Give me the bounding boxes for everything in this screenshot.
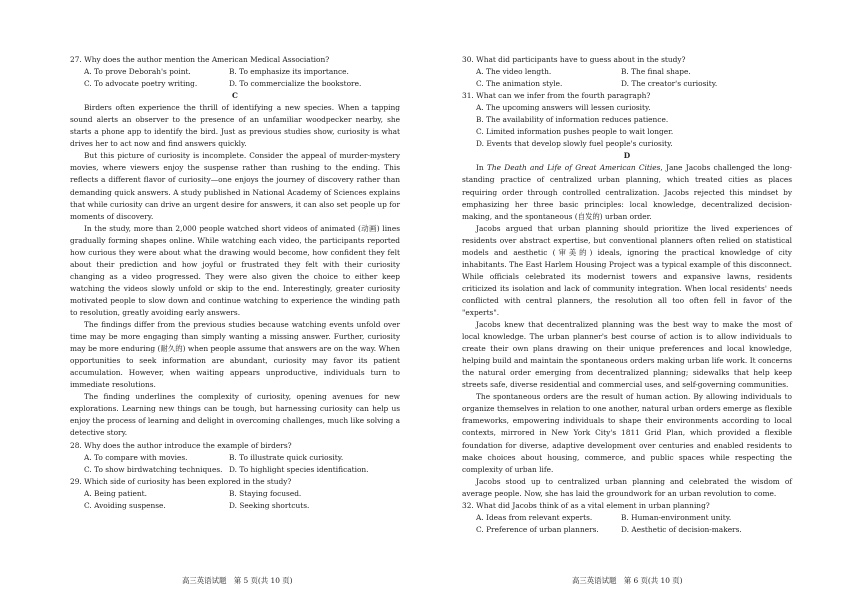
option: A. To compare with movies. (84, 452, 188, 462)
paragraph-rest: , Jane Jacobs challenged the long-standing practice of centralized urban planning, which treated cities as places requiring order through controlled centralization. Jacobs rejected this mindset by emphasizing her three basic principles: local knowledge, decentralized decision-making, and the spontaneous (自发的) urban order. (462, 163, 792, 221)
option: D. Events that develop slowly fuel people's curiosity. (476, 139, 673, 149)
option: C. Avoiding suspense. (84, 500, 166, 510)
passage-d-paragraph-5: Jacobs stood up to centralized urban planning and celebrated the wisdom of average people. Now, she has laid the groundwork for an urban revolution to come. (462, 476, 792, 498)
option: C. Limited information pushes people to wait longer. (476, 127, 674, 137)
question-31-stem: 31. What can we infer from the fourth paragraph? (462, 91, 651, 101)
question-28-options (70, 452, 400, 476)
option: C. Preference of urban planners. (476, 524, 599, 534)
right-column (462, 54, 792, 536)
passage-c-paragraph-5: The finding underlines the complexity of curiosity, opening avenues for new explorations. Learning new things can be tough, but harnessing curiosity can help us enjoy the process of learning and delight in overcoming challenges, much like solving a detective story. (70, 392, 400, 438)
option: C. The animation style. (476, 79, 563, 89)
option: D. Seeking shortcuts. (229, 500, 310, 510)
option: B. Staying focused. (229, 488, 302, 498)
question-32-stem: 32. What did Jacobs think of as a vital element in urban planning? (462, 500, 710, 510)
option: A. The video length. (476, 67, 552, 77)
passage-d-paragraph-3: Jacobs knew that decentralized planning was the best way to make the most of local knowledge. The urban planner's best course of action is to allow individuals to create their own plans drawing on their unique preferences and local knowledge, helping build and maintain the spontaneous orders making urban life work. It concerns the natural order emerging from decentralized planning; sidewalks that help keep streets safe, diverse residential and commercial uses, and self-governing communities. (462, 320, 792, 390)
question-32-options (462, 512, 792, 536)
passage-d-paragraph-1 (462, 162, 792, 222)
passage-c-paragraph-3: In the study, more than 2,000 people watched short videos of animated (动画) lines gradually forming shapes online. While watching each video, the participants reported how curious they were about what the drawing would become, how confident they felt about their prediction and how joyful or frustrated they felt with their curiosity changing as a video progressed. They were also given the choice to either keep watching the videos slowly unfold or skip to the end. Interestingly, greater curiosity motivated people to slow down and continue watching to experience the winding path to resolution, greatly avoiding early answers. (70, 223, 400, 317)
option: D. Aesthetic of decision-makers. (621, 524, 742, 534)
page-footer-right: 高三英语试题 第 6 页(共 10 页) (572, 576, 683, 585)
question-27-options (70, 66, 400, 90)
question-29-options (70, 488, 400, 512)
option: C. To show birdwatching techniques. (84, 464, 223, 474)
question-31-options (462, 102, 792, 150)
option: D. The creator's curiosity. (621, 79, 718, 89)
option: D. To commercialize the bookstore. (229, 79, 362, 89)
left-column (70, 54, 400, 512)
option: A. Being patient. (84, 488, 147, 498)
page-footer-left: 高三英语试题 第 5 页(共 10 页) (182, 576, 293, 585)
option: D. To highlight species identification. (229, 464, 369, 474)
passage-c-paragraph-4: The findings differ from the previous studies because watching events unfold over time may be more engaging than simply wanting a missing answer. Further, curiosity may be more enduring (耐久的) when people assume that answers are on the way. When opportunities to seek information are abundant, curiosity may favor its patient accumulation. However, when waiting appears unproductive, individuals turn to immediate resolutions. (70, 320, 400, 390)
book-title: The Death and Life of Great American Cities (486, 163, 661, 173)
question-29-stem: 29. Which side of curiosity has been explored in the study? (70, 476, 292, 486)
option: B. To illustrate quick curiosity. (229, 452, 344, 462)
option: B. To emphasize its importance. (229, 67, 349, 77)
option: A. The upcoming answers will lessen curiosity. (476, 103, 651, 113)
option: A. To prove Deborah's point. (84, 67, 191, 77)
question-28-stem: 28. Why does the author introduce the example of birders? (70, 440, 292, 450)
question-30-stem: 30. What did participants have to guess about in the study? (462, 55, 686, 64)
section-c-heading: C (232, 91, 238, 101)
option: B. The final shape. (621, 67, 691, 77)
section-d-heading: D (623, 151, 631, 161)
passage-d-paragraph-2: Jacobs argued that urban planning should prioritize the lived experiences of residents over abstract expertise, but conventional planners often relied on statistical models and aesthetic (审美的) ideals, ignoring the practical knowledge of city inhabitants. The East Harlem Housing Project was a typical example of this disconnect. While officials celebrated its modernist towers and expansive lawns, residents criticized its isolation and lack of community integration. When local residents' needs conflicted with central planners, the resolution all too often fell in favor of the "experts". (462, 223, 792, 317)
option: B. Human-environment unity. (621, 512, 732, 522)
option: C. To advocate poetry writing. (84, 79, 198, 89)
passage-c-paragraph-2: But this picture of curiosity is incomplete. Consider the appeal of murder-mystery movies, where viewers enjoy the suspense rather than rushing to the ending. This reflects a different flavor of curiosity—one enjoys the journey of discovery rather than demanding quick answers. A study published in National Academy of Sciences explains that while curiosity can drive an urgent desire for answers, it can also set people up for moments of discovery. (70, 151, 400, 221)
passage-d-paragraph-4: The spontaneous orders are the result of human action. By allowing individuals to organize themselves in relation to one another, natural urban orders emerge as flexible frameworks, empowering individuals to shape their environments according to local contexts, mirrored in New York City's 1811 Grid Plan, which provided a flexible foundation for diverse, adaptive development over centuries and enabled residents to make choices about housing, commerce, and public spaces while respecting the complexity of urban life. (462, 392, 792, 474)
option: B. The availability of information reduces patience. (476, 115, 669, 125)
passage-c-paragraph-1: Birders often experience the thrill of identifying a new species. When a tapping sound alerts an observer to the presence of an unfamiliar woodpecker nearby, she starts a phone app to identify the bird. Just as previous studies show, curiosity is what drives her to act now and find answers quickly. (70, 103, 400, 149)
option: A. Ideas from relevant experts. (476, 512, 593, 522)
question-30-options (462, 66, 792, 90)
paragraph-lead: In (476, 163, 487, 173)
question-27-stem: 27. Why does the author mention the American Medical Association? (70, 55, 330, 64)
